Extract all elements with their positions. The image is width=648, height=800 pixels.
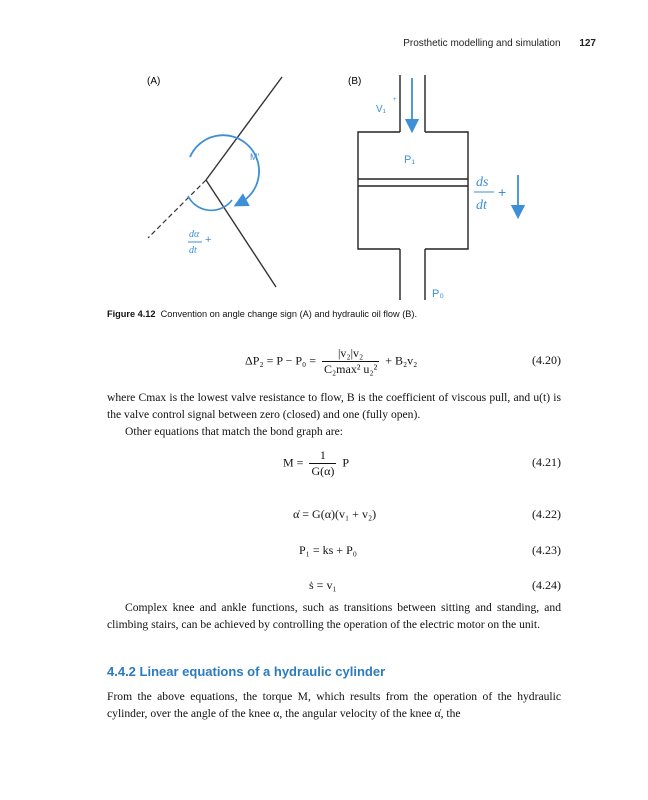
angle-rate-num: dα [189, 229, 200, 240]
moment-arc-arrow [190, 135, 259, 203]
disp-plus-sign: + [498, 184, 507, 200]
angle-plus-sign: + [205, 234, 212, 246]
paragraph-complex-functions: Complex knee and ankle functions, such as transitions between sitting and standing, and climbing stairs, can be achieved by controlling the operation of the electric motor on the unit. [107, 601, 561, 631]
equation-4-22 [107, 500, 561, 530]
eq421-lhs: M = [283, 455, 304, 470]
eq420-tail: + B₂v₂ [385, 353, 418, 368]
angle-arc [188, 196, 232, 210]
eq421-numerator: 1 [309, 448, 336, 464]
eq423-number: (4.23) [532, 543, 561, 557]
cylinder-body-right [425, 132, 468, 249]
eq421-number: (4.21) [532, 455, 561, 469]
section-heading-4-4-2: 4.4.2 Linear equations of a hydraulic cylinder [107, 664, 386, 679]
equation-4-20 [107, 346, 561, 376]
running-title: Prosthetic modelling and simulation [403, 38, 561, 49]
eq424-number: (4.24) [532, 578, 561, 592]
eq424-expression: ṡ = v₁ [309, 578, 337, 592]
eq421-fraction [309, 448, 336, 479]
pressure-top-label: P₁ [404, 154, 416, 166]
cylinder-body-left [358, 132, 400, 249]
panel-a-label: (A) [147, 76, 161, 87]
disp-rate-num: ds [476, 175, 489, 190]
eq420-denominator: C₂max² u₂² [323, 362, 378, 376]
velocity-label: V₁ [376, 104, 387, 115]
panel-b-label: (B) [348, 76, 362, 87]
eq423-expression: P₁ = ks + P₀ [299, 543, 357, 557]
figure-caption [107, 309, 567, 319]
eq420-lhs: ΔP₂ = P − P₀ = [245, 353, 316, 368]
thigh-line [206, 77, 282, 180]
eq420-numerator: |v₂|v₂ [322, 346, 379, 362]
equation-4-21 [107, 448, 561, 478]
paragraph-other-equations: Other equations that match the bond graph are: [125, 425, 343, 438]
paragraph-from-above: From the above equations, the torque M, which results from the operation of the hydraulic cylinder, over the angle of the knee α, the angular velocity of the knee α̇, the [107, 690, 561, 720]
equation-4-23 [107, 536, 561, 566]
disp-rate-den: dt [476, 198, 487, 213]
pressure-bottom-label: P₀ [432, 288, 444, 300]
caption-text: Convention on angle change sign (A) and hydraulic oil flow (B). [160, 309, 418, 319]
velocity-superscript: + [393, 97, 397, 103]
eq422-number: (4.22) [532, 507, 561, 521]
eq421-tail: P [342, 455, 350, 470]
eq421-denominator: G(α) [311, 464, 335, 478]
equation-4-24 [107, 571, 561, 601]
moment-label: M' [250, 152, 260, 162]
page-number: 127 [579, 38, 596, 49]
paragraph-where: where Cmax is the lowest valve resistance to flow, B is the coefficient of viscous pull, and u(t) is the valve control signal between zero (closed) and one (fully open). [107, 391, 561, 421]
eq420-number: (4.20) [532, 353, 561, 367]
shank-line [206, 180, 276, 287]
eq420-fraction [322, 346, 379, 377]
angle-rate-den: dt [189, 245, 197, 256]
eq422-expression: α̇ = G(α)(v₁ + v₂) [293, 507, 377, 521]
caption-label: Figure 4.12 [107, 309, 156, 319]
figure-4-12 [0, 0, 648, 330]
